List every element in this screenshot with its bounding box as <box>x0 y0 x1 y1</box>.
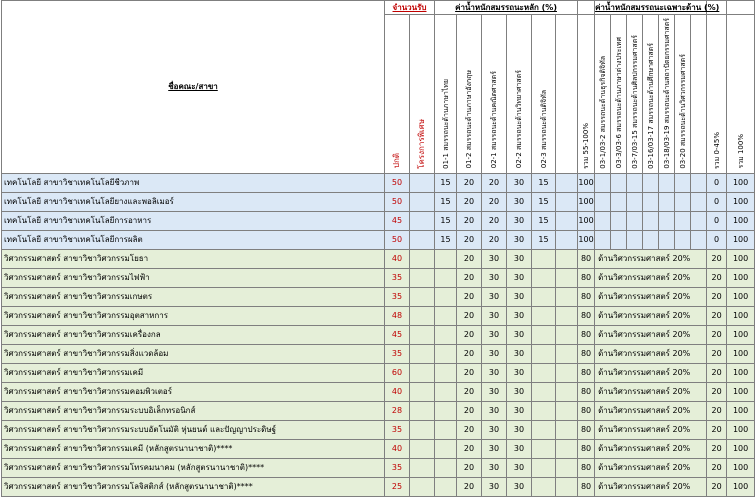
main-weight-cell: 15 <box>435 230 457 249</box>
specific-weight-label: ด้านวิศวกรรมศาสตร์ 20% <box>595 344 707 363</box>
main-blank-cell <box>556 401 578 420</box>
main-weight-cell <box>532 325 556 344</box>
main-weight-cell: 30 <box>482 306 507 325</box>
program-name: วิศวกรรมศาสตร์ สาขาวิชาวิศวกรรมระบบอิเล็กทรอนิกส์ <box>2 401 385 420</box>
sum-total-cell: 100 <box>727 249 755 268</box>
sum-main-cell: 80 <box>578 287 595 306</box>
main-weight-cell: 15 <box>532 230 556 249</box>
sum-main-cell: 80 <box>578 325 595 344</box>
specific-weight-cell <box>691 173 707 192</box>
quota-table <box>1 0 755 497</box>
specific-weight-cell <box>643 173 659 192</box>
main-blank-cell <box>556 211 578 230</box>
program-name: วิศวกรรมศาสตร์ สาขาวิชาวิศวกรรมโทรคมนาคม (หลักสูตรนานาชาติ)**** <box>2 458 385 477</box>
main-weight-cell: 30 <box>482 382 507 401</box>
main-blank-cell <box>556 306 578 325</box>
main-weight-cell: 20 <box>482 173 507 192</box>
main-weight-cell <box>532 344 556 363</box>
quota-normal: 35 <box>385 287 410 306</box>
main-weight-cell: 20 <box>457 230 482 249</box>
sum-total-cell: 100 <box>727 458 755 477</box>
main-weight-cell: 20 <box>457 382 482 401</box>
main-weight-cell: 30 <box>507 306 532 325</box>
main-weight-cell: 30 <box>482 344 507 363</box>
quota-normal: 60 <box>385 363 410 382</box>
sum-specific-cell: 20 <box>707 363 727 382</box>
program-name: วิศวกรรมศาสตร์ สาขาวิชาวิศวกรรมเครื่องกล <box>2 325 385 344</box>
col-03-1: 03-1/03-2 สมรรถนะด้านธุรกิจดิจิทัล <box>595 15 611 174</box>
specific-weight-label: ด้านวิศวกรรมศาสตร์ 20% <box>595 249 707 268</box>
main-weight-cell: 30 <box>507 192 532 211</box>
main-weight-cell <box>532 477 556 496</box>
program-name: วิศวกรรมศาสตร์ สาขาวิชาวิศวกรรมระบบอัตโนมัติ หุ่นยนต์ และปัญญาประดิษฐ์ <box>2 420 385 439</box>
main-weight-cell: 30 <box>507 458 532 477</box>
sum-total-cell: 100 <box>727 173 755 192</box>
main-weight-cell: 15 <box>435 173 457 192</box>
specific-weight-label: ด้านวิศวกรรมศาสตร์ 20% <box>595 477 707 496</box>
sum-main-cell: 80 <box>578 344 595 363</box>
main-weight-cell: 20 <box>457 439 482 458</box>
specific-weight-label: ด้านวิศวกรรมศาสตร์ 20% <box>595 401 707 420</box>
quota-special <box>410 382 435 401</box>
quota-special <box>410 249 435 268</box>
table-row <box>2 401 755 420</box>
main-weight-cell: 30 <box>482 325 507 344</box>
col-blank-main <box>556 15 578 174</box>
sum-main-cell: 80 <box>578 439 595 458</box>
main-weight-cell <box>532 401 556 420</box>
specific-weight-cell <box>691 192 707 211</box>
sum-specific-cell: 20 <box>707 325 727 344</box>
main-weight-cell: 30 <box>507 401 532 420</box>
main-weight-cell: 30 <box>507 230 532 249</box>
table-row <box>2 363 755 382</box>
sum-total-cell: 100 <box>727 401 755 420</box>
sum-main-cell: 100 <box>578 192 595 211</box>
main-blank-cell <box>556 363 578 382</box>
sum-specific-cell: 0 <box>707 230 727 249</box>
header-main-weights: ค่าน้ำหนักสมรรถนะหลัก (%) <box>435 1 578 15</box>
main-weight-cell: 30 <box>482 420 507 439</box>
main-blank-cell <box>556 477 578 496</box>
sum-total-cell: 100 <box>727 192 755 211</box>
main-blank-cell <box>556 439 578 458</box>
sum-specific-cell: 0 <box>707 211 727 230</box>
sum-total-cell: 100 <box>727 420 755 439</box>
specific-weight-cell <box>611 211 627 230</box>
main-weight-cell: 20 <box>457 420 482 439</box>
col-normal: ปกติ <box>385 15 410 174</box>
specific-weight-label: ด้านวิศวกรรมศาสตร์ 20% <box>595 325 707 344</box>
table-row <box>2 192 755 211</box>
table-row <box>2 249 755 268</box>
col-03-17: 03-16/03-17 สมรรถนะด้านศึกษาศาสตร์ <box>643 15 659 174</box>
table-row <box>2 230 755 249</box>
specific-weight-label: ด้านวิศวกรรมศาสตร์ 20% <box>595 306 707 325</box>
table-row <box>2 306 755 325</box>
sum-specific-cell: 20 <box>707 306 727 325</box>
sum-main-cell: 80 <box>578 363 595 382</box>
specific-weight-cell <box>691 230 707 249</box>
main-blank-cell <box>556 287 578 306</box>
sum-main-cell: 80 <box>578 420 595 439</box>
quota-normal: 48 <box>385 306 410 325</box>
main-weight-cell <box>532 420 556 439</box>
sum-specific-cell: 0 <box>707 192 727 211</box>
program-name: เทคโนโลยี สาขาวิชาเทคโนโลยียางและพอลิเมอร์ <box>2 192 385 211</box>
main-weight-cell: 20 <box>457 192 482 211</box>
sum-total-cell: 100 <box>727 211 755 230</box>
table-body <box>2 173 755 496</box>
header-specific-weights: ค่าน้ำหนักสมรรถนะเฉพาะด้าน (%) <box>595 1 707 15</box>
quota-normal: 35 <box>385 268 410 287</box>
program-name: วิศวกรรมศาสตร์ สาขาวิชาวิศวกรรมคอมพิวเตอร์ <box>2 382 385 401</box>
main-weight-cell: 20 <box>457 401 482 420</box>
main-weight-cell <box>435 363 457 382</box>
sum-specific-cell: 20 <box>707 401 727 420</box>
main-weight-cell: 20 <box>457 268 482 287</box>
quota-normal: 40 <box>385 249 410 268</box>
quota-special <box>410 477 435 496</box>
table-row <box>2 173 755 192</box>
sum-main-cell: 100 <box>578 211 595 230</box>
sum-main-cell: 80 <box>578 249 595 268</box>
main-blank-cell <box>556 192 578 211</box>
sum-total-cell: 100 <box>727 363 755 382</box>
specific-weight-cell <box>659 173 675 192</box>
sum-specific-cell: 20 <box>707 458 727 477</box>
sum-total-cell: 100 <box>727 382 755 401</box>
sum-main-cell: 80 <box>578 268 595 287</box>
col-blank-spec <box>691 15 707 174</box>
sum-specific-cell: 20 <box>707 268 727 287</box>
header-faculty: ชื่อคณะ/สาขา <box>2 1 385 174</box>
specific-weight-cell <box>595 211 611 230</box>
specific-weight-label: ด้านวิศวกรรมศาสตร์ 20% <box>595 382 707 401</box>
table-row <box>2 325 755 344</box>
main-weight-cell <box>435 458 457 477</box>
sum-specific-cell: 20 <box>707 382 727 401</box>
specific-weight-cell <box>611 173 627 192</box>
quota-special <box>410 363 435 382</box>
quota-normal: 45 <box>385 211 410 230</box>
main-blank-cell <box>556 230 578 249</box>
quota-normal: 28 <box>385 401 410 420</box>
main-blank-cell <box>556 458 578 477</box>
main-weight-cell <box>435 249 457 268</box>
main-blank-cell <box>556 268 578 287</box>
quota-special <box>410 458 435 477</box>
program-name: เทคโนโลยี สาขาวิชาเทคโนโลยีการอาหาร <box>2 211 385 230</box>
quota-special <box>410 192 435 211</box>
main-weight-cell: 30 <box>507 268 532 287</box>
main-weight-cell: 20 <box>482 230 507 249</box>
program-name: เทคโนโลยี สาขาวิชาเทคโนโลยีการผลิต <box>2 230 385 249</box>
specific-weight-cell <box>675 230 691 249</box>
main-weight-cell <box>435 401 457 420</box>
specific-weight-cell <box>659 211 675 230</box>
quota-special <box>410 287 435 306</box>
main-weight-cell: 30 <box>507 211 532 230</box>
sum-specific-cell: 20 <box>707 249 727 268</box>
main-weight-cell: 20 <box>482 211 507 230</box>
program-name: วิศวกรรมศาสตร์ สาขาวิชาวิศวกรรมเกษตร <box>2 287 385 306</box>
table-row <box>2 287 755 306</box>
quota-special <box>410 439 435 458</box>
col-special: โครงการพิเศษ <box>410 15 435 174</box>
specific-weight-cell <box>611 230 627 249</box>
main-weight-cell <box>532 458 556 477</box>
main-weight-cell <box>532 382 556 401</box>
main-weight-cell <box>435 477 457 496</box>
specific-weight-cell <box>675 173 691 192</box>
col-03-15: 03-7/03-15 สมรรถนะด้านศิลปกรรมศาสตร์ <box>627 15 643 174</box>
table-row <box>2 439 755 458</box>
sum-main-cell: 100 <box>578 230 595 249</box>
main-weight-cell: 30 <box>507 325 532 344</box>
main-weight-cell: 30 <box>507 382 532 401</box>
specific-weight-cell <box>659 230 675 249</box>
main-weight-cell <box>435 287 457 306</box>
quota-normal: 25 <box>385 477 410 496</box>
main-weight-cell: 20 <box>457 325 482 344</box>
specific-weight-cell <box>595 173 611 192</box>
main-weight-cell: 30 <box>507 439 532 458</box>
main-weight-cell: 30 <box>482 363 507 382</box>
header-quota: จำนวนรับ <box>385 1 435 15</box>
program-name: เทคโนโลยี สาขาวิชาเทคโนโลยีชีวภาพ <box>2 173 385 192</box>
main-weight-cell: 30 <box>482 249 507 268</box>
main-blank-cell <box>556 173 578 192</box>
main-weight-cell: 20 <box>457 363 482 382</box>
main-weight-cell: 20 <box>457 249 482 268</box>
sum-total-cell: 100 <box>727 268 755 287</box>
specific-weight-cell <box>643 211 659 230</box>
main-weight-cell: 20 <box>457 477 482 496</box>
main-weight-cell <box>532 306 556 325</box>
quota-normal: 50 <box>385 192 410 211</box>
quota-special <box>410 306 435 325</box>
col-01-2: 01-2 สมรรถนะด้านภาษาอังกฤษ <box>457 15 482 174</box>
quota-normal: 35 <box>385 420 410 439</box>
program-name: วิศวกรรมศาสตร์ สาขาวิชาวิศวกรรมเคมี <box>2 363 385 382</box>
main-blank-cell <box>556 420 578 439</box>
main-weight-cell: 15 <box>435 192 457 211</box>
specific-weight-label: ด้านวิศวกรรมศาสตร์ 20% <box>595 439 707 458</box>
col-01-1: 01-1 สมรรถนะด้านภาษาไทย <box>435 15 457 174</box>
main-weight-cell: 30 <box>482 439 507 458</box>
quota-special <box>410 401 435 420</box>
quota-special <box>410 420 435 439</box>
specific-weight-label: ด้านวิศวกรรมศาสตร์ 20% <box>595 287 707 306</box>
main-weight-cell: 15 <box>532 211 556 230</box>
main-weight-cell: 20 <box>457 287 482 306</box>
main-weight-cell: 15 <box>435 211 457 230</box>
col-02-1: 02-1 สมรรถนะด้านคณิตศาสตร์ <box>482 15 507 174</box>
main-weight-cell <box>532 439 556 458</box>
quota-special <box>410 211 435 230</box>
main-weight-cell: 30 <box>507 363 532 382</box>
table-row <box>2 268 755 287</box>
program-name: วิศวกรรมศาสตร์ สาขาวิชาวิศวกรรมสิ่งแวดล้อม <box>2 344 385 363</box>
main-weight-cell: 30 <box>482 458 507 477</box>
main-weight-cell <box>532 363 556 382</box>
main-weight-cell: 30 <box>507 287 532 306</box>
specific-weight-cell <box>643 230 659 249</box>
specific-weight-cell <box>627 230 643 249</box>
col-03-20: 03-20 สมรรถนะด้านวิศวกรรมศาสตร์ <box>675 15 691 174</box>
table-row <box>2 344 755 363</box>
sum-specific-cell: 20 <box>707 420 727 439</box>
main-weight-cell <box>435 382 457 401</box>
col-03-6: 03-3/03-6 สมรรถนะด้านภาษาต่างประเทศ <box>611 15 627 174</box>
quota-normal: 35 <box>385 344 410 363</box>
sum-specific-cell: 20 <box>707 477 727 496</box>
quota-special <box>410 268 435 287</box>
specific-weight-label: ด้านวิศวกรรมศาสตร์ 20% <box>595 268 707 287</box>
col-sum-0-45: รวม 0-45% <box>707 15 727 174</box>
table-row <box>2 420 755 439</box>
specific-weight-cell <box>659 192 675 211</box>
main-weight-cell: 20 <box>482 192 507 211</box>
main-weight-cell: 30 <box>482 477 507 496</box>
sum-total-cell: 100 <box>727 325 755 344</box>
quota-normal: 35 <box>385 458 410 477</box>
specific-weight-cell <box>595 230 611 249</box>
main-weight-cell: 20 <box>457 344 482 363</box>
sum-total-cell: 100 <box>727 287 755 306</box>
sum-main-cell: 80 <box>578 382 595 401</box>
col-sum-55-100: รวม 55-100% <box>578 15 595 174</box>
specific-weight-label: ด้านวิศวกรรมศาสตร์ 20% <box>595 363 707 382</box>
main-blank-cell <box>556 344 578 363</box>
specific-weight-cell <box>643 192 659 211</box>
main-weight-cell: 20 <box>457 458 482 477</box>
col-03-19: 03-18/03-19 สมรรถนะด้านสถาปัตยกรรมศาสตร์ <box>659 15 675 174</box>
main-blank-cell <box>556 249 578 268</box>
main-weight-cell: 15 <box>532 173 556 192</box>
quota-normal: 50 <box>385 230 410 249</box>
program-name: วิศวกรรมศาสตร์ สาขาวิชาวิศวกรรมโยธา <box>2 249 385 268</box>
quota-special <box>410 325 435 344</box>
sum-main-cell: 80 <box>578 306 595 325</box>
specific-weight-cell <box>627 192 643 211</box>
main-weight-cell <box>435 325 457 344</box>
main-weight-cell: 30 <box>507 477 532 496</box>
quota-normal: 45 <box>385 325 410 344</box>
specific-weight-label: ด้านวิศวกรรมศาสตร์ 20% <box>595 420 707 439</box>
quota-normal: 40 <box>385 439 410 458</box>
table-row <box>2 458 755 477</box>
quota-special <box>410 173 435 192</box>
main-weight-cell <box>435 439 457 458</box>
program-name: วิศวกรรมศาสตร์ สาขาวิชาวิศวกรรมอุตสาหการ <box>2 306 385 325</box>
main-weight-cell <box>532 287 556 306</box>
sum-total-cell: 100 <box>727 306 755 325</box>
specific-weight-label: ด้านวิศวกรรมศาสตร์ 20% <box>595 458 707 477</box>
specific-weight-cell <box>627 173 643 192</box>
col-02-2: 02-2 สมรรถนะด้านวิทยาศาสตร์ <box>507 15 532 174</box>
quota-special <box>410 344 435 363</box>
main-blank-cell <box>556 325 578 344</box>
program-name: วิศวกรรมศาสตร์ สาขาวิชาวิศวกรรมโลจิสติกส์ (หลักสูตรนานาชาติ)**** <box>2 477 385 496</box>
sum-specific-cell: 20 <box>707 287 727 306</box>
sum-total-cell: 100 <box>727 439 755 458</box>
main-weight-cell: 30 <box>482 268 507 287</box>
specific-weight-cell <box>595 192 611 211</box>
main-weight-cell: 15 <box>532 192 556 211</box>
main-weight-cell <box>435 268 457 287</box>
main-weight-cell: 30 <box>482 401 507 420</box>
col-sum-100: รวม 100% <box>727 15 755 174</box>
main-weight-cell <box>532 268 556 287</box>
main-weight-cell: 30 <box>507 344 532 363</box>
main-weight-cell: 30 <box>482 287 507 306</box>
main-blank-cell <box>556 382 578 401</box>
main-weight-cell <box>435 306 457 325</box>
main-weight-cell <box>435 344 457 363</box>
sum-specific-cell: 20 <box>707 439 727 458</box>
sum-main-cell: 80 <box>578 477 595 496</box>
sum-specific-cell: 20 <box>707 344 727 363</box>
table-row <box>2 477 755 496</box>
main-weight-cell <box>532 249 556 268</box>
sum-total-cell: 100 <box>727 230 755 249</box>
specific-weight-cell <box>675 192 691 211</box>
sum-specific-cell: 0 <box>707 173 727 192</box>
specific-weight-cell <box>675 211 691 230</box>
specific-weight-cell <box>611 192 627 211</box>
main-weight-cell <box>435 420 457 439</box>
specific-weight-cell <box>627 211 643 230</box>
sum-total-cell: 100 <box>727 344 755 363</box>
sum-total-cell: 100 <box>727 477 755 496</box>
main-weight-cell: 30 <box>507 173 532 192</box>
program-name: วิศวกรรมศาสตร์ สาขาวิชาวิศวกรรมเคมี (หลักสูตรนานาชาติ)**** <box>2 439 385 458</box>
sum-main-cell: 100 <box>578 173 595 192</box>
main-weight-cell: 20 <box>457 211 482 230</box>
main-weight-cell: 20 <box>457 306 482 325</box>
col-02-3: 02-3 สมรรถนะด้านดิจิทัล <box>532 15 556 174</box>
quota-normal: 40 <box>385 382 410 401</box>
main-weight-cell: 30 <box>507 249 532 268</box>
table-row <box>2 382 755 401</box>
specific-weight-cell <box>691 211 707 230</box>
quota-normal: 50 <box>385 173 410 192</box>
program-name: วิศวกรรมศาสตร์ สาขาวิชาวิศวกรรมไฟฟ้า <box>2 268 385 287</box>
quota-special <box>410 230 435 249</box>
sum-main-cell: 80 <box>578 458 595 477</box>
main-weight-cell: 30 <box>507 420 532 439</box>
table-row <box>2 211 755 230</box>
sum-main-cell: 80 <box>578 401 595 420</box>
main-weight-cell: 20 <box>457 173 482 192</box>
